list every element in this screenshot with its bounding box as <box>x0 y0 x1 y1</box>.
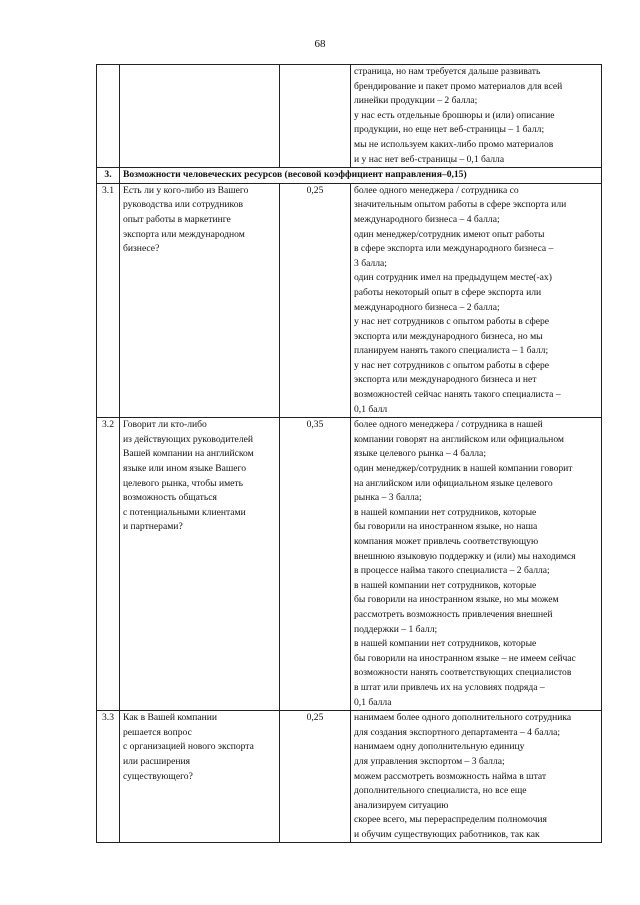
answer-line: в нашей компании нет сотрудников, которые <box>354 579 537 591</box>
answer-line: мы не используем каких-либо промо материалов <box>354 138 554 150</box>
question-line: Как в Вашей компании <box>123 712 218 724</box>
answer-line: для создания экспортного департамента – 4 балла; <box>354 726 561 738</box>
answer-line: в сфере экспорта или международного бизнеса – <box>354 243 554 255</box>
question-line: с организацией нового экспорта <box>123 741 254 753</box>
answer-line: у нас нет сотрудников с опытом работы в сфере <box>354 316 550 328</box>
answer-line: бы говорили на иностранном языке, но наша <box>354 521 538 533</box>
answer-line: у нас нет сотрудников с опытом работы в сфере <box>354 359 550 371</box>
question-line: Вашей компании на английском <box>123 448 254 460</box>
answer-line: международного бизнеса – 4 балла; <box>354 213 500 225</box>
cell-number <box>97 65 120 168</box>
question-line: опыт работы в маркетинге <box>123 213 231 225</box>
table-row <box>97 418 602 711</box>
row-number: 3.3 <box>97 711 120 843</box>
answer-line: в штат или привлечь их на условиях подряда – <box>354 681 545 693</box>
row-question <box>120 418 280 711</box>
answer-line: более одного менеджера / сотрудника в нашей <box>354 419 543 431</box>
question-line: Говорит ли кто-либо <box>123 419 207 431</box>
answer-line: международного бизнеса – 2 балла; <box>354 301 500 313</box>
answer-line: компания может привлечь соответствующую <box>354 536 539 547</box>
answer-line: возможностей сейчас нанять такого специалиста – <box>354 389 561 401</box>
question-line: существующего? <box>123 770 193 782</box>
row-question <box>120 711 280 843</box>
answer-line: один менеджер/сотрудник в нашей компании говорит <box>354 463 573 475</box>
section-header-row <box>97 168 602 184</box>
answer-line: в нашей компании нет сотрудников, которые <box>354 506 537 518</box>
row-weight: 0,25 <box>280 183 351 418</box>
answer-line: 3 балла; <box>354 257 387 269</box>
row-number: 3.2 <box>97 418 120 711</box>
answer-line: можем рассмотреть возможность найма в штат <box>354 770 547 782</box>
cell-answers <box>351 65 602 168</box>
answer-line: брендирование и пакет промо материалов для всей <box>354 80 563 92</box>
answer-line: скорее всего, мы перераспределим полномочия <box>354 814 547 826</box>
answer-line: и обучим существующих работников, так как <box>354 828 540 840</box>
page-number: 68 <box>314 38 326 50</box>
question-line: целевого рынка, чтобы иметь <box>123 477 243 489</box>
answer-line: анализируем ситуацию <box>354 799 449 811</box>
continuation-row <box>97 65 602 168</box>
section-title: Возможности человеческих ресурсов (весовой коэффициент направления–0,15) <box>120 168 602 184</box>
answer-line: рассмотреть возможность привлечения внешней <box>354 608 553 620</box>
answer-line: один менеджер/сотрудник имеют опыт работы <box>354 228 545 240</box>
question-line: или расширения <box>123 755 191 767</box>
answer-line: 0,1 балла <box>354 696 392 708</box>
row-answers <box>351 418 602 711</box>
answer-line: один сотрудник имел на предыдущем месте(-ах) <box>354 272 552 284</box>
question-line: решается вопрос <box>123 726 192 738</box>
row-answers <box>351 183 602 418</box>
question-line: возможность общаться <box>123 492 217 504</box>
question-line: руководства или сотрудников <box>123 199 244 211</box>
row-question <box>120 183 280 418</box>
question-line: из действующих руководителей <box>123 433 253 445</box>
answer-line: продукции, но еще нет веб-страницы – 1 балл; <box>354 124 545 136</box>
question-line: бизнесе? <box>123 243 160 255</box>
answer-line: поддержки – 1 балл; <box>354 623 438 635</box>
answer-line: более одного менеджера / сотрудника со <box>354 184 519 196</box>
answer-line: значительным опытом работы в сфере экспорта или <box>354 199 567 211</box>
row-answers <box>351 711 602 843</box>
question-line: экспорта или международном <box>123 228 245 240</box>
answer-line: возможности нанять соответствующих специалистов <box>354 667 572 679</box>
question-line: Есть ли у кого-либо из Вашего <box>123 184 249 196</box>
question-line: с потенциальными клиентами <box>123 506 246 518</box>
answer-line: бы говорили на иностранном языке – не имеем сейчас <box>354 652 576 664</box>
cell-question <box>120 65 280 168</box>
answer-line: экспорта или международного бизнеса, но мы <box>354 330 543 342</box>
answer-line: планируем нанять такого специалиста – 1 балл; <box>354 345 549 357</box>
row-weight: 0,35 <box>280 418 351 711</box>
answer-line: языке целевого рынка – 4 балла; <box>354 448 486 460</box>
answer-line: дополнительного специалиста, но все еще <box>354 785 527 797</box>
table-row <box>97 183 602 418</box>
answer-line: на английском или официальном языке целевого <box>354 477 553 489</box>
answer-line: компании говорят на английском или официальном <box>354 433 565 445</box>
answer-line: работы некоторый опыт в сфере экспорта или <box>354 286 542 298</box>
answer-line: экспорта или международного бизнеса и нет <box>354 374 537 386</box>
answer-line: рынка – 3 балла; <box>354 492 422 504</box>
answer-line: линейки продукции – 2 балла; <box>354 95 478 107</box>
table-row <box>97 711 602 843</box>
cell-weight <box>280 65 351 168</box>
answer-line: в нашей компании нет сотрудников, которые <box>354 638 537 650</box>
row-number: 3.1 <box>97 183 120 418</box>
answer-line: нанимаем одну дополнительную единицу <box>354 741 525 753</box>
answer-line: и у нас нет веб-страницы – 0,1 балла <box>354 153 505 165</box>
answer-line: 0,1 балл <box>354 403 388 415</box>
answer-line: у нас есть отдельные брошюры и (или) описание <box>354 109 555 121</box>
answer-line: страница, но нам требуется дальше развивать <box>354 66 541 77</box>
section-number: 3. <box>97 168 120 184</box>
answer-line: в процессе найма такого специалиста – 2 балла; <box>354 565 550 577</box>
criteria-table <box>96 64 602 843</box>
question-line: и партнерами? <box>123 521 183 533</box>
answer-line: нанимаем более одного дополнительного сотрудника <box>354 712 572 724</box>
answer-line: внешнюю языковую поддержку и (или) мы находимся <box>354 550 576 562</box>
answer-line: для управления экспортом – 3 балла; <box>354 755 505 767</box>
question-line: языке или ином языке Вашего <box>123 463 247 475</box>
row-weight: 0,25 <box>280 711 351 843</box>
answer-line: бы говорили на иностранном языке, но мы можем <box>354 594 559 606</box>
